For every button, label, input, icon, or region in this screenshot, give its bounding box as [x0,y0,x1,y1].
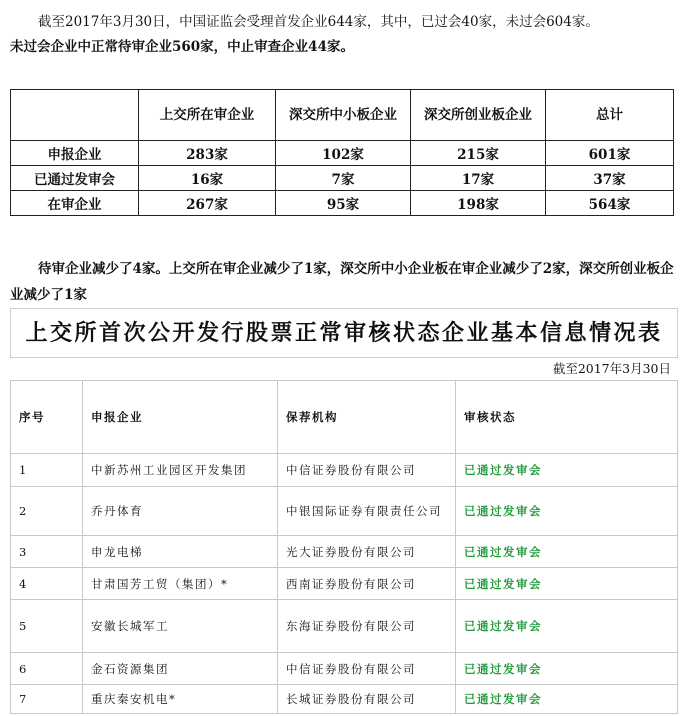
summary-header-cell: 深交所创业板企业 [411,90,546,141]
row-number: 2 [11,487,83,536]
detail-header-cell: 申报企业 [83,381,278,454]
review-status: 已通过发审会 [456,653,678,685]
summary-row [11,166,674,191]
change-summary-paragraph: 待审企业减少了4家。上交所在审企业减少了1家，深交所中小企业板在审企业减少了2家，深交所创业板企业减少了1家 [10,261,674,303]
intro-line-1: 截至2017年3月30日，中国证监会受理首发企业644家，其中，已过会40家，未过会604家。 [38,14,599,30]
review-status: 已通过发审会 [456,536,678,568]
intro-line-2: 未过会企业中正常待审企业560家，中止审查企业44家。 [10,39,354,55]
detail-header-cell: 审核状态 [456,381,678,454]
detail-header-cell: 保荐机构 [278,381,456,454]
review-status: 已通过发审会 [456,685,678,714]
summary-cell: 16家 [139,166,276,191]
table-row [11,600,678,653]
sponsor-name: 中信证券股份有限公司 [278,653,456,685]
summary-row [11,191,674,216]
table-row [11,685,678,714]
detail-table-title: 上交所首次公开发行股票正常审核状态企业基本信息情况表 [10,308,678,358]
review-status: 已通过发审会 [456,568,678,600]
review-status: 已通过发审会 [456,600,678,653]
review-status: 已通过发审会 [456,454,678,487]
row-number: 7 [11,685,83,714]
review-status: 已通过发审会 [456,487,678,536]
row-number: 5 [11,600,83,653]
company-name: 金石资源集团 [83,653,278,685]
table-row [11,536,678,568]
row-number: 4 [11,568,83,600]
sponsor-name: 中信证券股份有限公司 [278,454,456,487]
intro-paragraph [10,10,675,60]
summary-cell: 283家 [139,141,276,166]
summary-header-cell: 深交所中小板企业 [276,90,411,141]
sponsor-name: 中银国际证券有限责任公司 [278,487,456,536]
row-number: 1 [11,454,83,487]
table-row [11,454,678,487]
summary-cell: 17家 [411,166,546,191]
summary-cell: 7家 [276,166,411,191]
date-note: 截至2017年3月30日 [552,361,671,376]
detail-header-cell: 序号 [11,381,83,454]
row-number: 3 [11,536,83,568]
summary-cell: 215家 [411,141,546,166]
company-name: 甘肃国芳工贸（集团）* [83,568,278,600]
summary-header-cell [11,90,139,141]
detail-table [10,380,678,714]
summary-cell: 267家 [139,191,276,216]
summary-header-cell: 总计 [546,90,674,141]
summary-cell: 95家 [276,191,411,216]
table-row [11,487,678,536]
summary-cell: 198家 [411,191,546,216]
company-name: 申龙电梯 [83,536,278,568]
table-row [11,653,678,685]
summary-table [10,89,674,216]
summary-cell: 564家 [546,191,674,216]
company-name: 中新苏州工业园区开发集团 [83,454,278,487]
summary-cell: 601家 [546,141,674,166]
company-name: 乔丹体育 [83,487,278,536]
table-row [11,568,678,600]
summary-cell: 37家 [546,166,674,191]
summary-cell: 102家 [276,141,411,166]
detail-header-row [11,381,678,454]
summary-header-cell: 上交所在审企业 [139,90,276,141]
sponsor-name: 光大证券股份有限公司 [278,536,456,568]
sponsor-name: 西南证券股份有限公司 [278,568,456,600]
company-name: 重庆秦安机电* [83,685,278,714]
summary-row [11,141,674,166]
sponsor-name: 长城证券股份有限公司 [278,685,456,714]
row-number: 6 [11,653,83,685]
summary-header-row [11,90,674,141]
company-name: 安徽长城军工 [83,600,278,653]
summary-row-label: 申报企业 [11,141,139,166]
summary-row-label: 已通过发审会 [11,166,139,191]
summary-row-label: 在审企业 [11,191,139,216]
sponsor-name: 东海证券股份有限公司 [278,600,456,653]
